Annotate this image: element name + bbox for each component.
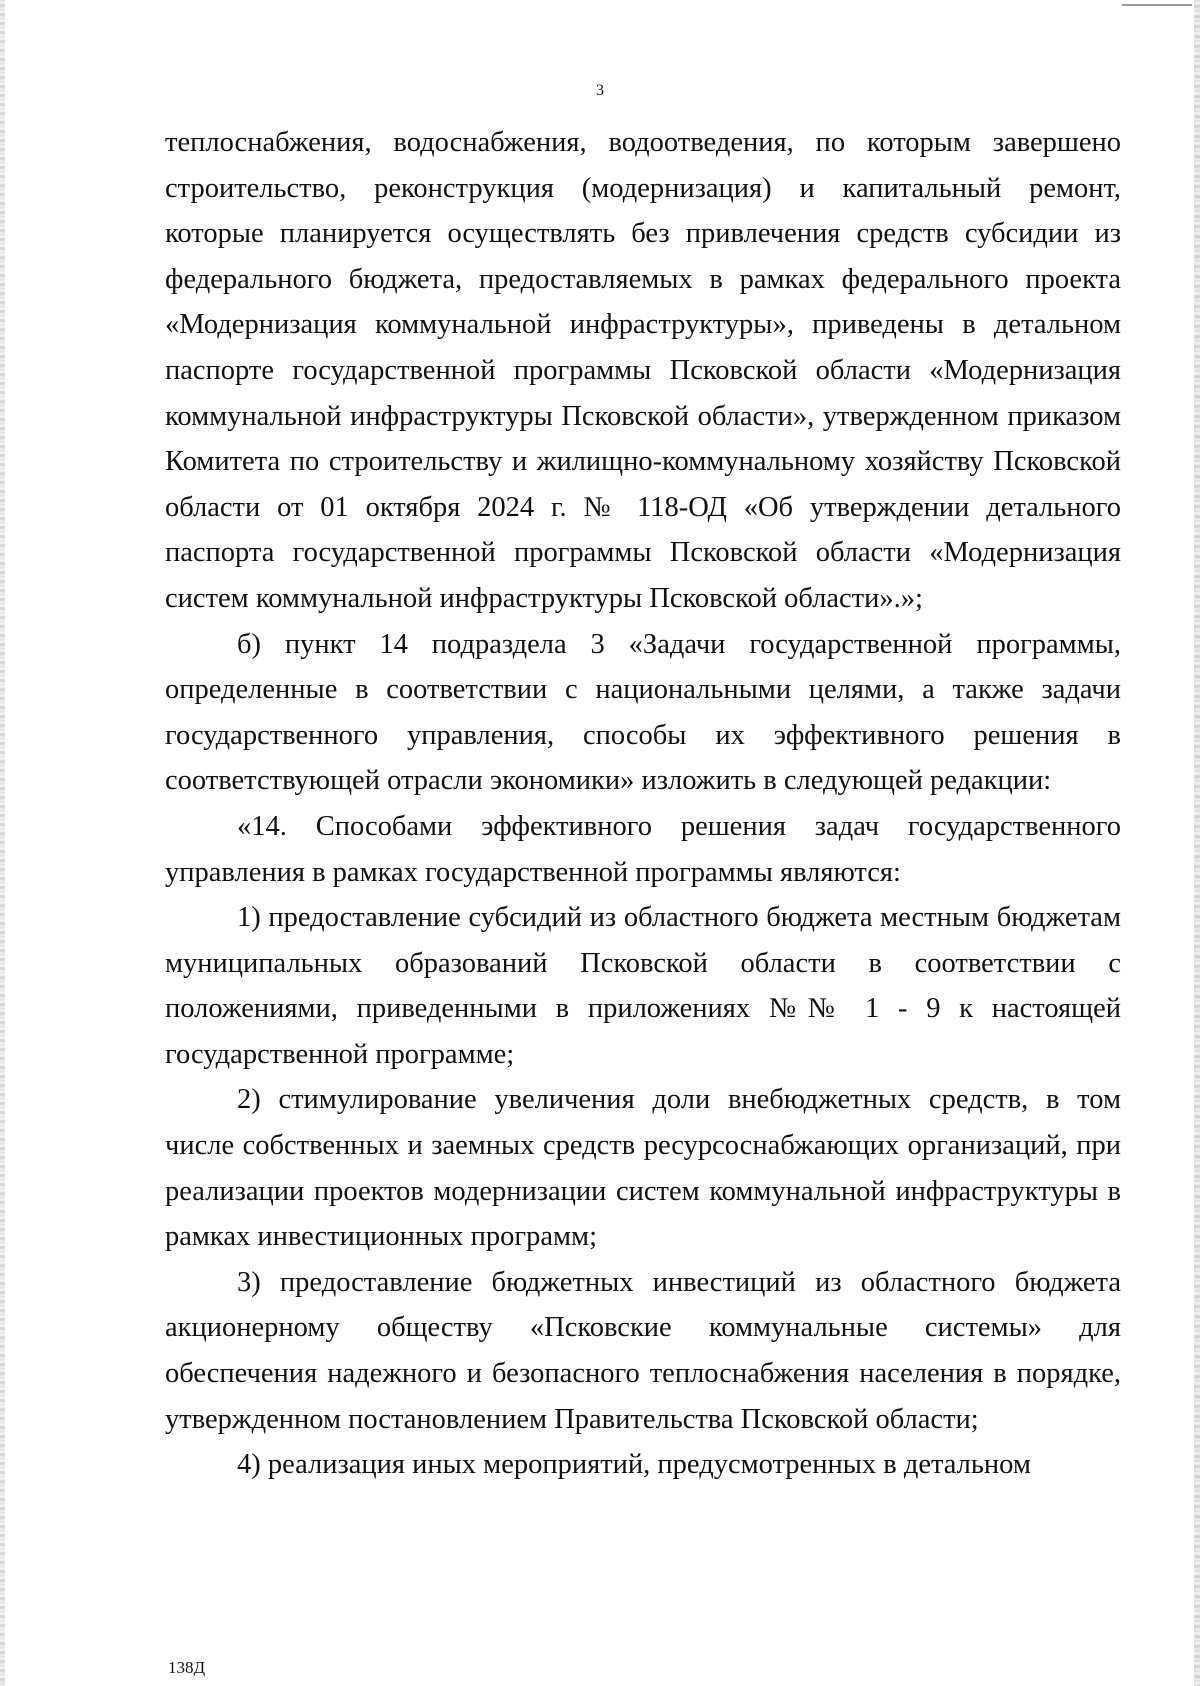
page-number: 3: [596, 82, 604, 99]
list-item-3: 3) предоставление бюджетных инвестиций из областного бюджета акционерному обществу «Псковские коммунальные системы» для обеспечения надежного и безопасного теплоснабжения населения в порядке, утвержденном постановлением Правительства Псковской области;: [165, 1266, 1121, 1435]
paragraph-point-14: «14. Способами эффективного решения задач государственного управления в рамках государственной программы являются:: [165, 810, 1121, 888]
document-body: [165, 120, 1121, 1488]
scan-edge-left: [0, 0, 5, 1686]
list-item-2: 2) стимулирование увеличения доли внебюджетных средств, в том числе собственных и заемных средств ресурсоснабжающих организаций, при реализации проектов модернизации систем коммунальной инфраструктуры в рамках инвестиционных программ;: [165, 1084, 1121, 1253]
scan-edge-right: [1194, 0, 1200, 1686]
list-item-1: 1) предоставление субсидий из областного бюджета местным бюджетам муниципальных образований Псковской области в соответствии с положениями, приведенными в приложениях №№ 1 - 9 к настоящей государственной программе;: [165, 902, 1121, 1070]
footer-document-code: 138Д: [168, 1658, 206, 1677]
list-item-4: 4) реализация иных мероприятий, предусмотренных в детальном: [237, 1449, 1031, 1481]
paragraph-continuation: теплоснабжения, водоснабжения, водоотведения, по которым завершено строительство, реконструкция (модернизация) и капитальный ремонт, которые планируется осуществлять без привлечения средств субсидии из федерального бюджета, предоставляемых в рамках федерального проекта «Модернизация коммунальной инфраструктуры», приведены в детальном паспорте государственной программы Псковской области «Модернизация коммунальной инфраструктуры Псковской области», утвержденном приказом Комитета по строительству и жилищно-коммунальному хозяйству Псковской области от 01 октября 2024 г. № 118-ОД «Об утверждении детального паспорта государственной программы Псковской области «Модернизация систем коммунальной инфраструктуры Псковской области».»;: [165, 127, 1121, 614]
paragraph-item-b: б) пункт 14 подраздела 3 «Задачи государственной программы, определенные в соответствии с национальными целями, а также задачи государственного управления, способы их эффективного решения в соответствующей отрасли экономики» изложить в следующей редакции:: [165, 628, 1121, 797]
scan-top-line: [1122, 4, 1192, 6]
